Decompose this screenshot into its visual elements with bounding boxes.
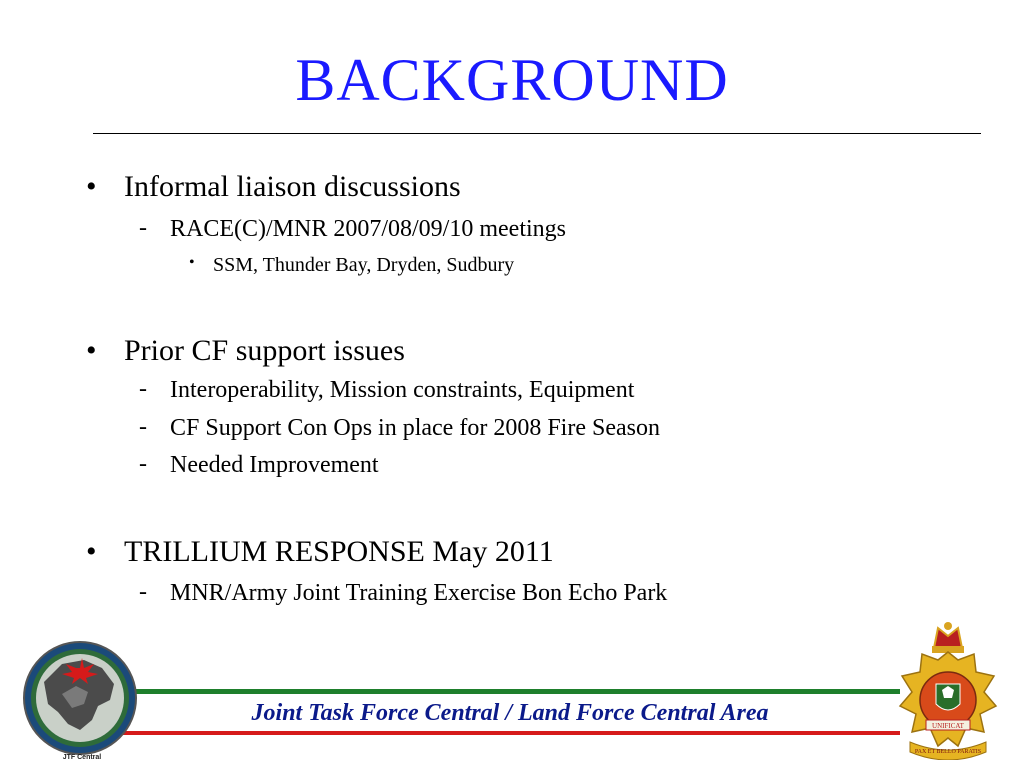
bullet-text: MNR/Army Joint Training Exercise Bon Echo Park [170, 580, 668, 606]
bullet-level2 [139, 451, 379, 479]
dash-marker: - [139, 579, 147, 605]
bullet-text: TRILLIUM RESPONSE May 2011 [124, 535, 554, 568]
bullet-text: Prior CF support issues [124, 334, 405, 367]
footer-caption: Joint Task Force Central / Land Force Central Area [251, 700, 769, 726]
emblem-caption: JTF Central [62, 754, 102, 761]
bullet-level2 [139, 215, 566, 243]
bullet-level2 [139, 414, 660, 442]
dash-marker: - [139, 376, 147, 402]
bullet-level2 [139, 376, 635, 404]
bullet-marker: • [86, 535, 97, 568]
footer-red-rule [120, 731, 900, 735]
jtf-central-emblem-icon [22, 634, 142, 768]
bullet-text: Interoperability, Mission constraints, Equipment [170, 377, 635, 403]
bullet-marker: • [189, 254, 195, 271]
footer-green-rule [120, 689, 900, 694]
lfca-crest-icon [896, 620, 1000, 760]
crest-motto-text: PAX ET BELLO PARATIS [914, 749, 982, 755]
title-divider [93, 133, 981, 134]
bullet-text: RACE(C)/MNR 2007/08/09/10 meetings [170, 216, 566, 242]
dash-marker: - [139, 215, 147, 241]
bullet-text: Informal liaison discussions [124, 170, 461, 203]
bullet-marker: • [86, 334, 97, 367]
bullet-text: SSM, Thunder Bay, Dryden, Sudbury [213, 254, 515, 276]
dash-marker: - [139, 414, 147, 440]
bullet-marker: • [86, 170, 97, 203]
bullet-level1 [86, 170, 461, 204]
bullet-text: Needed Improvement [170, 452, 379, 478]
bullet-text: CF Support Con Ops in place for 2008 Fire Season [170, 415, 660, 441]
bullet-level1 [86, 334, 405, 368]
bullet-level2 [139, 579, 668, 607]
crest-ribbon-text: UNIFICAT [932, 722, 964, 730]
bullet-level1 [86, 535, 554, 569]
slide-title: BACKGROUND [295, 47, 729, 113]
dash-marker: - [139, 451, 147, 477]
bullet-level3 [189, 253, 515, 277]
